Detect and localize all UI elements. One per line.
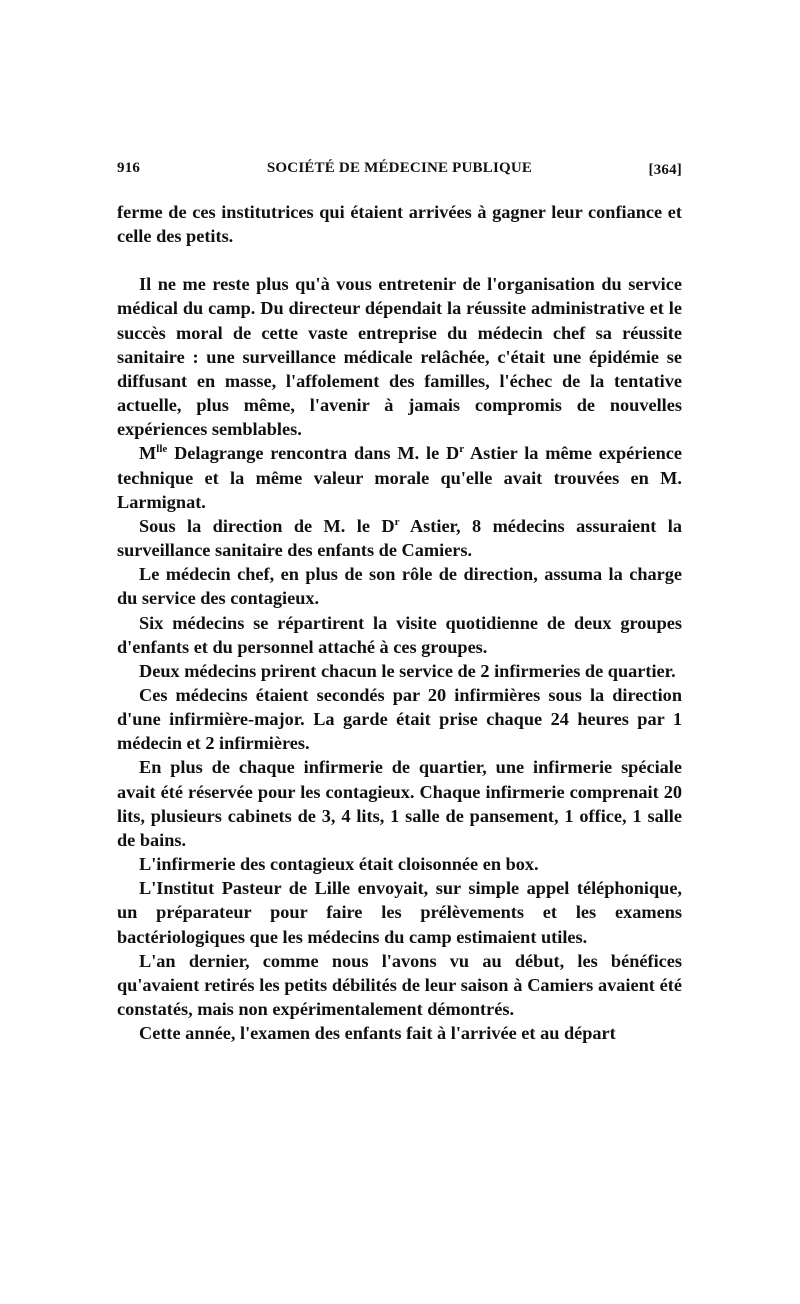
- paragraph-nurses: Ces médecins étaient secondés par 20 infirmières sous la direction d'une infirmière-major. La garde était prise chaque 24 heures par 1 médecin et 2 infirmières.: [117, 684, 682, 754]
- page-number: 916: [117, 160, 141, 176]
- running-title: SOCIÉTÉ DE MÉDECINE PUBLIQUE: [266, 160, 533, 176]
- paragraph-six-doctors: Six médecins se répartirent la visite quotidienne de deux groupes d'enfants et du personnel attaché à ces groupes.: [117, 612, 682, 657]
- body-text: [117, 200, 682, 1045]
- page-reference: [364]: [648, 162, 682, 178]
- paragraph-chief: Le médecin chef, en plus de son rôle de direction, assuma la charge du service des contagieux.: [117, 564, 682, 609]
- paragraph-two-doctors: Deux médecins prirent chacun le service de 2 infirmeries de quartier.: [139, 660, 676, 681]
- paragraph-direction: [117, 514, 682, 562]
- paragraph-delagrange: [117, 441, 682, 513]
- text-run: Astier, 8 médecins assuraient la surveillance sanitaire des enfants de Camiers.: [117, 515, 682, 561]
- superscript: r: [394, 515, 400, 528]
- paragraph-continuation: ferme de ces institutrices qui étaient arrivées à gagner leur confiance et celle des petits.: [117, 202, 682, 247]
- paragraph-last-year: L'an dernier, comme nous l'avons vu au début, les bénéfices qu'avaient retirés les petits débilités de leur saison à Camiers avaient été constatés, mais non expérimentalement démontrés.: [117, 950, 682, 1019]
- book-page: [117, 160, 682, 1045]
- text-run: M: [139, 443, 157, 464]
- paragraph-medical-service: Il ne me reste plus qu'à vous entretenir de l'organisation du service médical du camp. Du directeur dépendait la réussite administrative et le succès moral de cette vaste entreprise du médecin chef sa réussite sanitaire : une surveillance médicale relâchée, c'était une épidémie se diffusant en masse, l'affolement des familles, l'échec de la tentative actuelle, plus même, l'avenir à jamais compromis de nouvelles expériences semblables.: [117, 274, 682, 440]
- superscript: r: [459, 443, 465, 456]
- paragraph-contagious: L'infirmerie des contagieux était cloisonnée en box.: [139, 854, 539, 875]
- page-header: [117, 160, 682, 184]
- text-run: Sous la direction de M. le D: [139, 515, 395, 536]
- text-run: Astier la même expérience technique et la même valeur morale qu'elle avait trouvées en M. Larmignat.: [117, 443, 683, 512]
- text-run: Delagrange rencontra dans M. le D: [167, 443, 460, 464]
- paragraph-pasteur: L'Institut Pasteur de Lille envoyait, sur simple appel téléphonique, un préparateur pour faire les prélèvements et les examens bactériologiques que les médecins du camp estimaient utiles.: [117, 878, 682, 947]
- superscript: lle: [156, 443, 168, 456]
- paragraph-infirmary: En plus de chaque infirmerie de quartier, une infirmerie spéciale avait été réservée pour les contagieux. Chaque infirmerie comprenait 20 lits, plusieurs cabinets de 3, 4 lits, 1 salle de pansement, 1 office, 1 salle de bains.: [117, 757, 682, 850]
- paragraph-this-year: Cette année, l'examen des enfants fait à l'arrivée et au départ: [139, 1023, 616, 1044]
